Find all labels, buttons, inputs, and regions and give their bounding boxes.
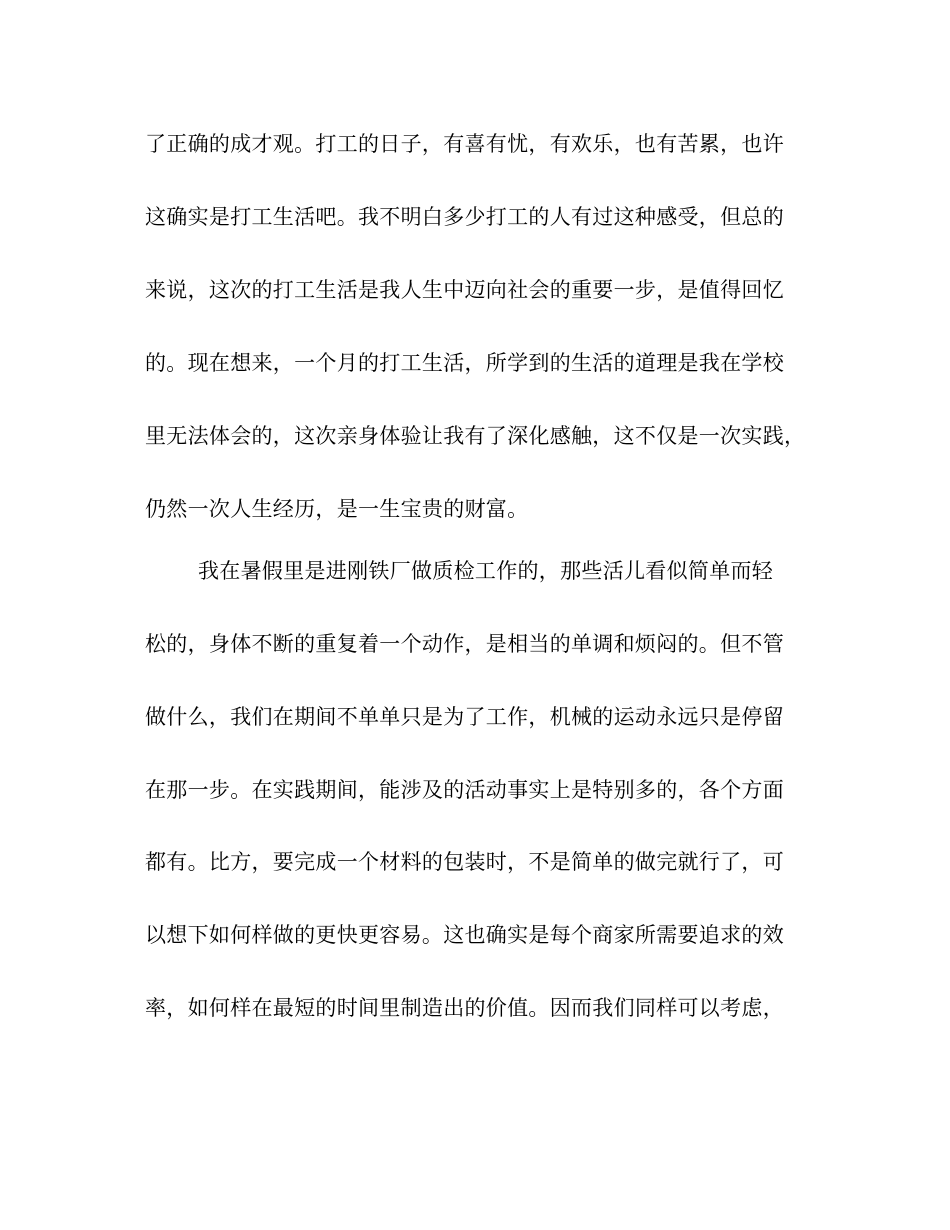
paragraph-2-line-7: 率，如何样在最短的时间里制造出的价值。因而我们同样可以考虑， [145,996,784,1020]
paragraph-2-line-1: 我在暑假里是进刚铁厂做质检工作的，那些活儿看似简单而轻 [198,559,774,583]
paragraph-1-line-6: 仍然一次人生经历，是一生宝贵的财富。 [145,497,529,521]
paragraph-1-line-2: 这确实是打工生活吧。我不明白多少打工的人有过这种感受，但总的 [145,205,784,229]
paragraph-2-line-4: 在那一步。在实践期间，能涉及的活动事实上是特别多的，各个方面 [145,778,784,802]
paragraph-2-line-3: 做什么，我们在期间不单单只是为了工作，机械的运动永远只是停留 [145,705,784,729]
paragraph-2-line-2: 松的，身体不断的重复着一个动作，是相当的单调和烦闷的。但不管 [145,632,784,656]
paragraph-2-line-5: 都有。比方，要完成一个材料的包装时，不是简单的做完就行了，可 [145,850,784,874]
paragraph-2-line-6: 以想下如何样做的更快更容易。这也确实是每个商家所需要追求的效 [145,923,784,947]
paragraph-1-line-4: 的。现在想来，一个月的打工生活，所学到的生活的道理是我在学校 [145,351,784,375]
paragraph-1-line-3: 来说，这次的打工生活是我人生中迈向社会的重要一步，是值得回忆 [145,278,784,302]
paragraph-1-line-1: 了正确的成才观。打工的日子，有喜有忧，有欢乐，也有苦累，也许 [145,132,784,156]
paragraph-1-line-5: 里无法体会的，这次亲身体验让我有了深化感触，这不仅是一次实践， [145,424,806,448]
